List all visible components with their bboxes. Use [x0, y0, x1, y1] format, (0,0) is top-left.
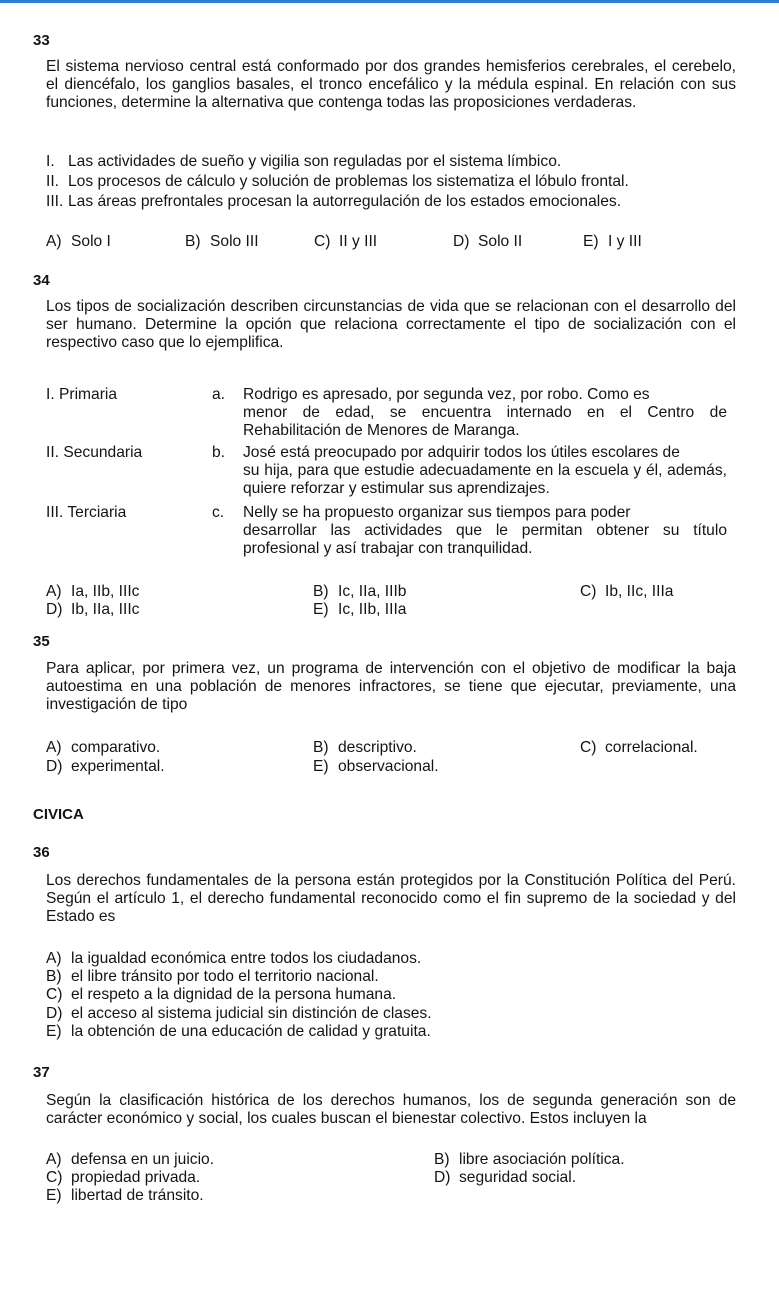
q35-option-a[interactable]: A) comparativo. [46, 739, 161, 756]
q34-option-a[interactable]: A) Ia, IIb, IIIc [46, 583, 140, 600]
q35-option-d[interactable]: D) experimental. [46, 758, 165, 775]
case-a-text: menor de edad, se encuentra internado en el Centro de Rehabilitación de Menores de Maranga. [243, 404, 727, 439]
q33-proposition-1: I. Las actividades de sueño y vigilia son reguladas por el sistema límbico. [46, 153, 562, 170]
q33-option-c[interactable]: C) II y III [314, 233, 378, 250]
q36-option-d[interactable]: D) el acceso al sistema judicial sin distinción de clases. [46, 1005, 432, 1022]
q37-option-d[interactable]: D) seguridad social. [434, 1169, 577, 1186]
q35-option-c[interactable]: C) correlacional. [580, 739, 698, 756]
question-35-stem: Para aplicar, por primera vez, un programa de intervención con el objetivo de modificar la baja autoestima en una población de menores infractores, se tiene que ejecutar, previamente, una investigación de tipo [46, 660, 736, 713]
q35-option-b[interactable]: B) descriptivo. [313, 739, 417, 756]
q34-option-c[interactable]: C) Ib, IIc, IIIa [580, 583, 674, 600]
q33-option-e[interactable]: E) I y III [583, 233, 642, 250]
case-b-text: su hija, para que estudie adecuadamente en la escuela y él, además, quiere reforzar y estimular sus aprendizajes. [243, 462, 727, 497]
socialization-type-secundaria: II. Secundaria [46, 444, 143, 461]
case-b-first-line: b. José está preocupado por adquirir todos los útiles escolares de [212, 444, 680, 461]
q36-option-c[interactable]: C) el respeto a la dignidad de la persona humana. [46, 986, 397, 1003]
section-title-civica: CIVICA [33, 806, 84, 823]
q35-option-e[interactable]: E) observacional. [313, 758, 439, 775]
q34-option-e[interactable]: E) Ic, IIb, IIIa [313, 601, 407, 618]
socialization-type-primaria: I. Primaria [46, 386, 118, 403]
top-accent-bar [0, 0, 779, 3]
question-34-stem: Los tipos de socialización describen circunstancias de vida que se relacionan con el desarrollo del ser humano. Determine la opción que relaciona correctamente el tipo de socialización con el respectivo caso que lo ejemplifica. [46, 298, 736, 351]
q33-proposition-3: III. Las áreas prefrontales procesan la autorregulación de los estados emocionales. [46, 193, 622, 210]
q37-option-c[interactable]: C) propiedad privada. [46, 1169, 201, 1186]
q37-option-e[interactable]: E) libertad de tránsito. [46, 1187, 204, 1204]
socialization-type-terciaria: III. Terciaria [46, 504, 127, 521]
q33-option-b[interactable]: B) Solo III [185, 233, 259, 250]
question-number-36: 36 [33, 844, 50, 861]
q36-option-b[interactable]: B) el libre tránsito por todo el territorio nacional. [46, 968, 379, 985]
q33-option-d[interactable]: D) Solo II [453, 233, 523, 250]
case-c-text: desarrollar las actividades que le permitan obtener su título profesional y así trabajar con tranquilidad. [243, 522, 727, 557]
q33-option-a[interactable]: A) Solo I [46, 233, 111, 250]
question-37-stem: Según la clasificación histórica de los derechos humanos, los de segunda generación son de carácter económico y social, los cuales buscan el bienestar colectivo. Estos incluyen la [46, 1092, 736, 1127]
q34-option-d[interactable]: D) Ib, IIa, IIIc [46, 601, 140, 618]
q36-option-e[interactable]: E) la obtención de una educación de calidad y gratuita. [46, 1023, 431, 1040]
question-36-stem: Los derechos fundamentales de la persona están protegidos por la Constitución Política del Perú. Según el artículo 1, el derecho fundamental reconocido como el fin supremo de la sociedad y del Estado es [46, 872, 736, 925]
case-c-first-line: c. Nelly se ha propuesto organizar sus tiempos para poder [212, 504, 631, 521]
q33-proposition-2: II. Los procesos de cálculo y solución de problemas los sistematiza el lóbulo frontal. [46, 173, 629, 190]
q37-option-a[interactable]: A) defensa en un juicio. [46, 1151, 215, 1168]
q36-option-a[interactable]: A) la igualdad económica entre todos los ciudadanos. [46, 950, 422, 967]
question-33-stem: El sistema nervioso central está conformado por dos grandes hemisferios cerebrales, el cerebelo, el diencéfalo, los ganglios basales, el tronco encefálico y la médula espinal. En relación con sus funciones, determine la alternativa que contenga todas las proposiciones verdaderas. [46, 58, 736, 111]
case-a-first-line: a. Rodrigo es apresado, por segunda vez, por robo. Como es [212, 386, 650, 403]
question-number-33: 33 [33, 32, 50, 49]
question-number-37: 37 [33, 1064, 50, 1081]
q37-option-b[interactable]: B) libre asociación política. [434, 1151, 625, 1168]
question-number-34: 34 [33, 272, 50, 289]
question-number-35: 35 [33, 633, 50, 650]
q34-option-b[interactable]: B) Ic, IIa, IIIb [313, 583, 407, 600]
